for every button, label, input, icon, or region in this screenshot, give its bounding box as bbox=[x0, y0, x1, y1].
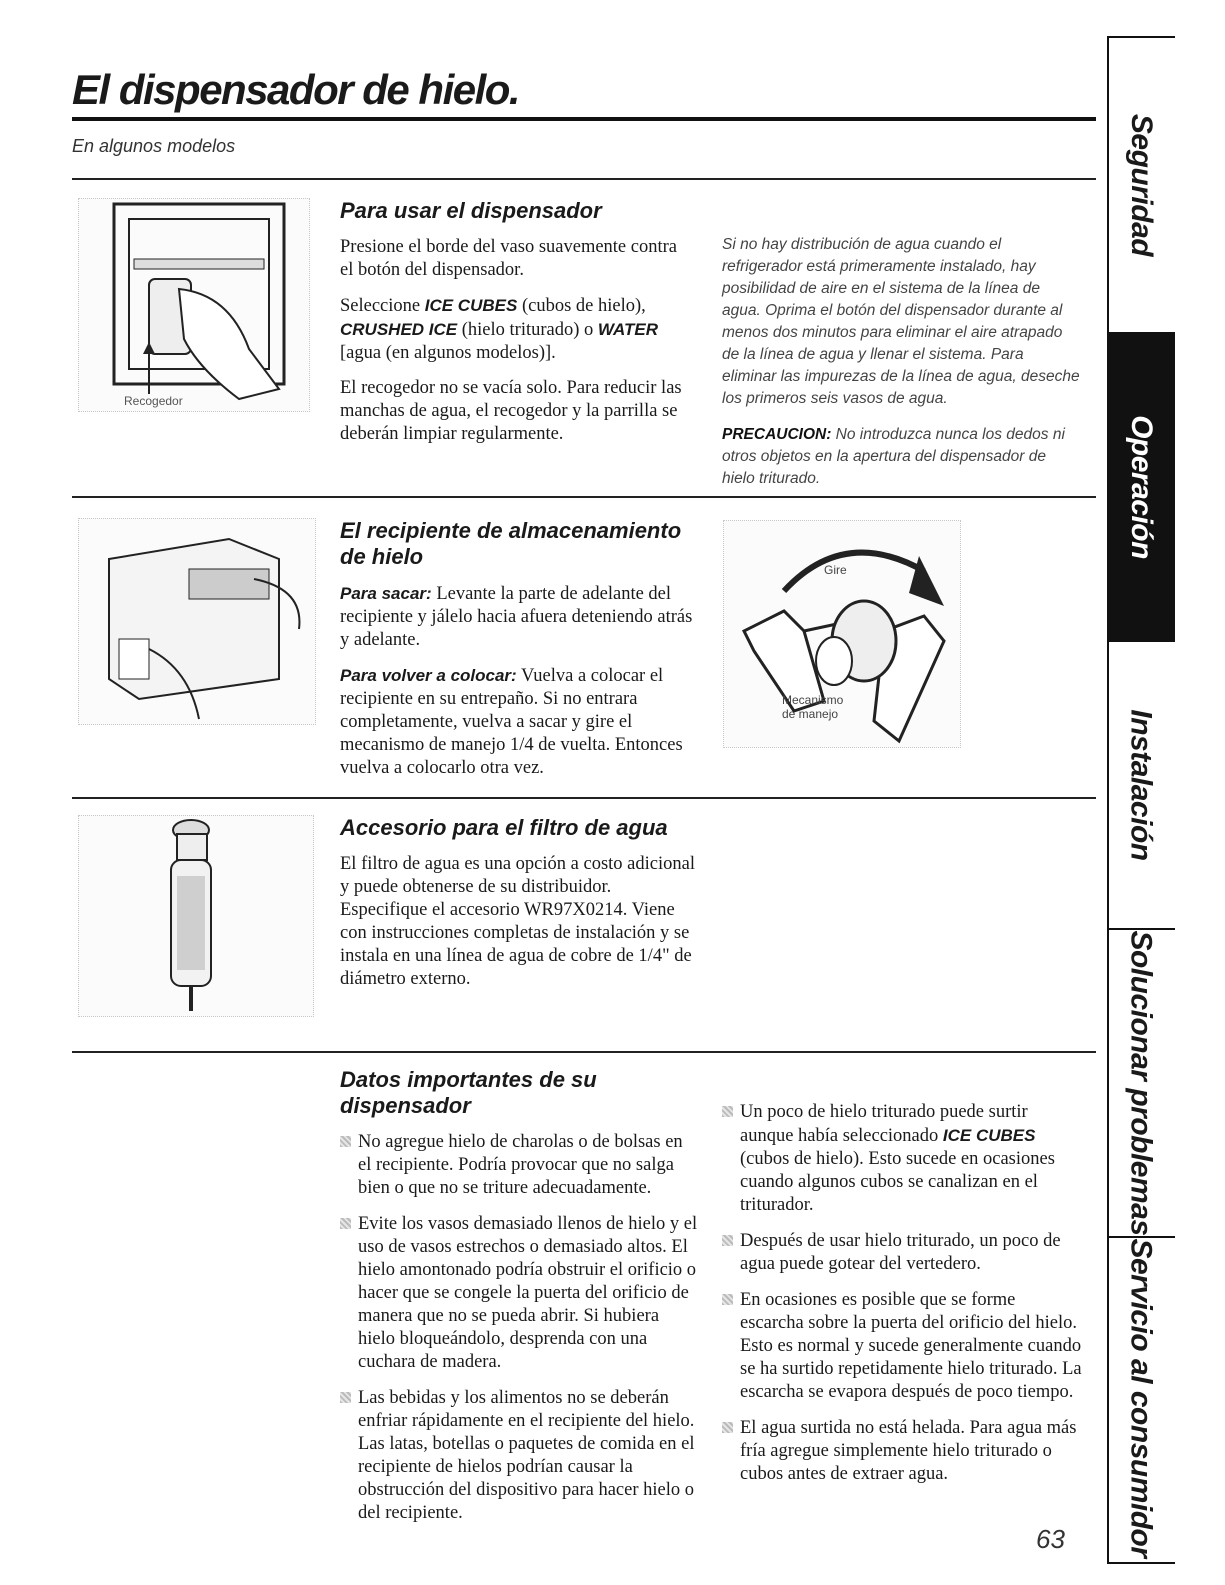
section-important-facts bbox=[340, 1067, 700, 1538]
bullet-item: Un poco de hielo triturado puede surtir aunque había seleccionado ICE CUBES (cubos de hielo). Esto sucede en ocasiones cuando algunos cubos se canalizan en el triturador. bbox=[722, 1101, 1082, 1217]
bullet-item: En ocasiones es posible que se forme escarcha sobre la puerta del orificio del hielo. Esto es normal y sucede generalmente cuando se ha surtido repetidamente hielo triturado. La escarcha se evapora después de poco tiempo. bbox=[722, 1289, 1082, 1404]
page-number: 63 bbox=[1036, 1524, 1065, 1554]
tab-seguridad[interactable]: Seguridad bbox=[1107, 38, 1175, 334]
section-use-dispenser bbox=[340, 198, 690, 458]
bullet-square-icon bbox=[722, 1235, 733, 1246]
section-important-facts-col2 bbox=[722, 1101, 1082, 1499]
page-title: El dispensador de hielo. bbox=[72, 66, 520, 113]
paragraph-replace: Para volver a colocar: Vuelva a colocar el recipiente en su entrepaño. Si no entrara completamente, vuelva a sacar y gire el mecanismo de manejo 1/4 de vuelta. Entonces vuelva a colocarlo otra vez. bbox=[340, 666, 683, 778]
paragraph: El recogedor no se vacía solo. Para reducir las manchas de agua, el recogedor y la parrilla se deberán limpiar regularmente. bbox=[340, 378, 682, 444]
recogedor-label: Recogedor bbox=[124, 394, 183, 408]
mechanism-label: Mecanismo de manejo bbox=[782, 693, 844, 721]
section-heading: Accesorio para el filtro de agua bbox=[340, 815, 668, 840]
bullet-square-icon bbox=[722, 1422, 733, 1433]
paragraph-select: Seleccione ICE CUBES (cubos de hielo), CRUSHED ICE (hielo triturado) o WATER [agua (en algunos modelos)]. bbox=[340, 296, 659, 363]
paragraph: El filtro de agua es una opción a costo adicional y puede obtenerse de su distribuidor. Especifique el accesorio WR97X0214. Viene con instrucciones completas de instalación y se instala en una línea de agua de cobre de 1/4" de diámetro externo. bbox=[340, 854, 695, 989]
bullet-item: El agua surtida no está helada. Para agua más fría agregue simplemente hielo triturado o cubos antes de extraer agua. bbox=[722, 1417, 1082, 1486]
bullet-square-icon bbox=[340, 1136, 351, 1147]
bullet-square-icon bbox=[340, 1218, 351, 1229]
caution-note: PRECAUCION: No introduzca nunca los dedos ni otros objetos en la apertura del dispensador de hielo triturado. bbox=[722, 426, 1065, 487]
section-divider bbox=[72, 1051, 1096, 1053]
bullet-item: Las bebidas y los alimentos no se deberán enfriar rápidamente en el recipiente del hielo. Las latas, botellas o paquetes de comida en el recipiente de hielos podrían causar la obstrucción del dispositivo para hacer hielo o del recipiente. bbox=[340, 1387, 700, 1525]
bullet-item: Después de usar hielo triturado, un poco de agua puede gotear del vertedero. bbox=[722, 1230, 1082, 1276]
turn-label: Gire bbox=[824, 563, 847, 577]
bullet-item: No agregue hielo de charolas o de bolsas en el recipiente. Podría provocar que no salga bien o que no se triture adecuadamente. bbox=[340, 1131, 700, 1200]
bullet-item: Evite los vasos demasiado llenos de hielo y el uso de vasos estrechos o demasiado altos. El hielo amontonado podría obstruir el orificio o hacer que se congele la puerta del orificio de manera que no se pueda abrir. Si hubiera hielo bloqueándolo, desprenda con una cuchara de madera. bbox=[340, 1213, 700, 1374]
paragraph-remove: Para sacar: Levante la parte de adelante del recipiente y jálelo hacia afuera deteniendo atrás y adelante. bbox=[340, 584, 693, 650]
section-divider bbox=[72, 797, 1096, 799]
drive-mechanism-illustration bbox=[723, 520, 961, 748]
tab-solucionar-problemas[interactable]: Solucionar problemas bbox=[1107, 930, 1175, 1238]
section-water-filter bbox=[340, 815, 700, 1003]
ice-bin-drawing bbox=[79, 519, 315, 724]
water-filter-drawing bbox=[79, 816, 313, 1016]
tab-servicio-al-consumidor[interactable]: Servicio al consumidor bbox=[1125, 1238, 1159, 1558]
section-heading: Datos importantes de su dispensador bbox=[340, 1067, 597, 1118]
tab-operacion[interactable]: Operación bbox=[1107, 334, 1175, 642]
note: Si no hay distribución de agua cuando el refrigerador está primeramente instalado, hay posibilidad de aire en el sistema de la línea de agua. Oprima el botón del dispensador durante al menos dos minutos para eliminar el aire atrapado de la línea de agua y llenar el sistema. Para eliminar las impurezas de la línea de agua, deseche los primeros seis vasos de agua. bbox=[722, 236, 1080, 407]
bullet-square-icon bbox=[722, 1294, 733, 1305]
paragraph: Presione el borde del vaso suavemente contra el botón del dispensador. bbox=[340, 237, 677, 280]
page-subtitle: En algunos modelos bbox=[72, 136, 236, 156]
water-filter-illustration bbox=[78, 815, 314, 1017]
section-heading: El recipiente de almacenamiento de hielo bbox=[340, 518, 682, 569]
tab-instalacion[interactable]: Instalación bbox=[1107, 642, 1175, 930]
section-use-notes bbox=[722, 234, 1082, 504]
dispenser-illustration bbox=[78, 198, 310, 412]
section-divider bbox=[72, 178, 1096, 180]
bullet-square-icon bbox=[340, 1392, 351, 1403]
ice-bin-illustration bbox=[78, 518, 316, 725]
bullet-square-icon bbox=[722, 1106, 733, 1117]
title-divider bbox=[72, 117, 1096, 121]
section-heading: Para usar el dispensador bbox=[340, 198, 602, 223]
section-ice-bin bbox=[340, 518, 700, 792]
dispenser-drawing bbox=[79, 199, 309, 411]
